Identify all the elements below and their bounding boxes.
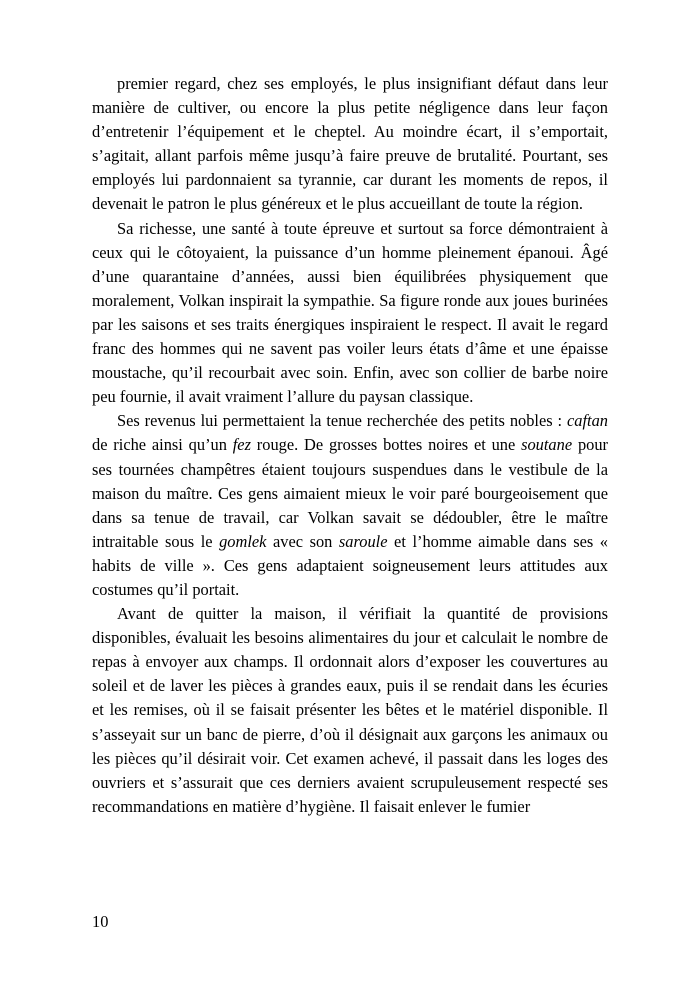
paragraph-list: [92, 72, 608, 819]
text-run: avec son: [266, 531, 339, 551]
italic-term: soutane: [521, 435, 573, 455]
body-text-block: [92, 72, 608, 819]
paragraph-1: [92, 72, 608, 217]
text-run: rouge. De grosses bottes noires et une: [250, 435, 522, 455]
text-run: premier regard, chez ses employés, le plus insignifiant défaut dans leur manière de cultiver, ou encore la plus petite négligence dans leur façon d’entretenir l’équipement et le cheptel. Au moindre écart, il s’emportait, s’agitait, allant parfois même jusqu’à faire preuve de brutalité. Pourtant, ses employés lui pardonnaient sa tyrannie, car durant les moments de repos, il devenait le patron le plus généreux et le plus accueillant de toute la région.: [92, 74, 608, 214]
text-run: et l’homme aimable dans ses « habits de ville ». Ces gens adaptaient soigneusement leurs attitudes aux costumes qu’il portait.: [92, 531, 609, 599]
text-run: Sa richesse, une santé à toute épreuve et surtout sa force démontraient à ceux qui le côtoyaient, la puissance d’un homme pleinement épanoui. Âgé d’une quarantaine d’années, aussi bien équilibrées physiquement que moralement, Volkan inspirait la sympathie. Sa figure ronde aux joues burinées par les saisons et ses traits énergiques inspiraient le respect. Il avait le regard franc des hommes qui ne savent pas voiler leurs états d’âme et une épaisse moustache, qu’il recourbait avec soin. Enfin, avec son collier de barbe noire peu fournie, il avait vraiment l’allure du paysan classique.: [92, 218, 608, 407]
paragraph-2: [92, 217, 608, 410]
italic-term: fez: [232, 435, 251, 455]
text-run: pour ses tournées champêtres étaient toujours suspendues dans le vestibule de la maison du maître. Ces gens aimaient mieux le voir paré bourgeoisement que dans sa tenue de travail, car Volkan savait se dédoubler, être le maître intraitable sous le: [92, 435, 608, 551]
page-number: 10: [92, 912, 109, 931]
italic-term: caftan: [567, 411, 608, 431]
paragraph-4: [92, 602, 608, 819]
text-run: Ses revenus lui permettaient la tenue recherchée des petits nobles :: [117, 411, 568, 431]
paragraph-3: [92, 409, 608, 602]
text-run: de riche ainsi qu’un: [92, 435, 233, 455]
italic-term: gomlek: [219, 531, 267, 551]
text-run: Avant de quitter la maison, il vérifiait la quantité de provisions disponibles, évaluait les besoins alimentaires du jour et calculait le nombre de repas à envoyer aux champs. Il ordonnait alors d’exposer les couvertures au soleil et de laver les pièces à grandes eaux, puis il se rendait dans les écuries et les remises, où il se faisait présenter les bêtes et le matériel disponible. Il s’asseyait sur un banc de pierre, d’où il désignait aux garçons les animaux ou les pièces qu’il désirait voir. Cet examen achevé, il passait dans les loges des ouvriers et s’assurait que ces derniers avaient scrupuleusement respecté ses recommandations en matière d’hygiène. Il faisait enlever le fumier: [92, 604, 608, 816]
italic-term: saroule: [338, 531, 388, 551]
